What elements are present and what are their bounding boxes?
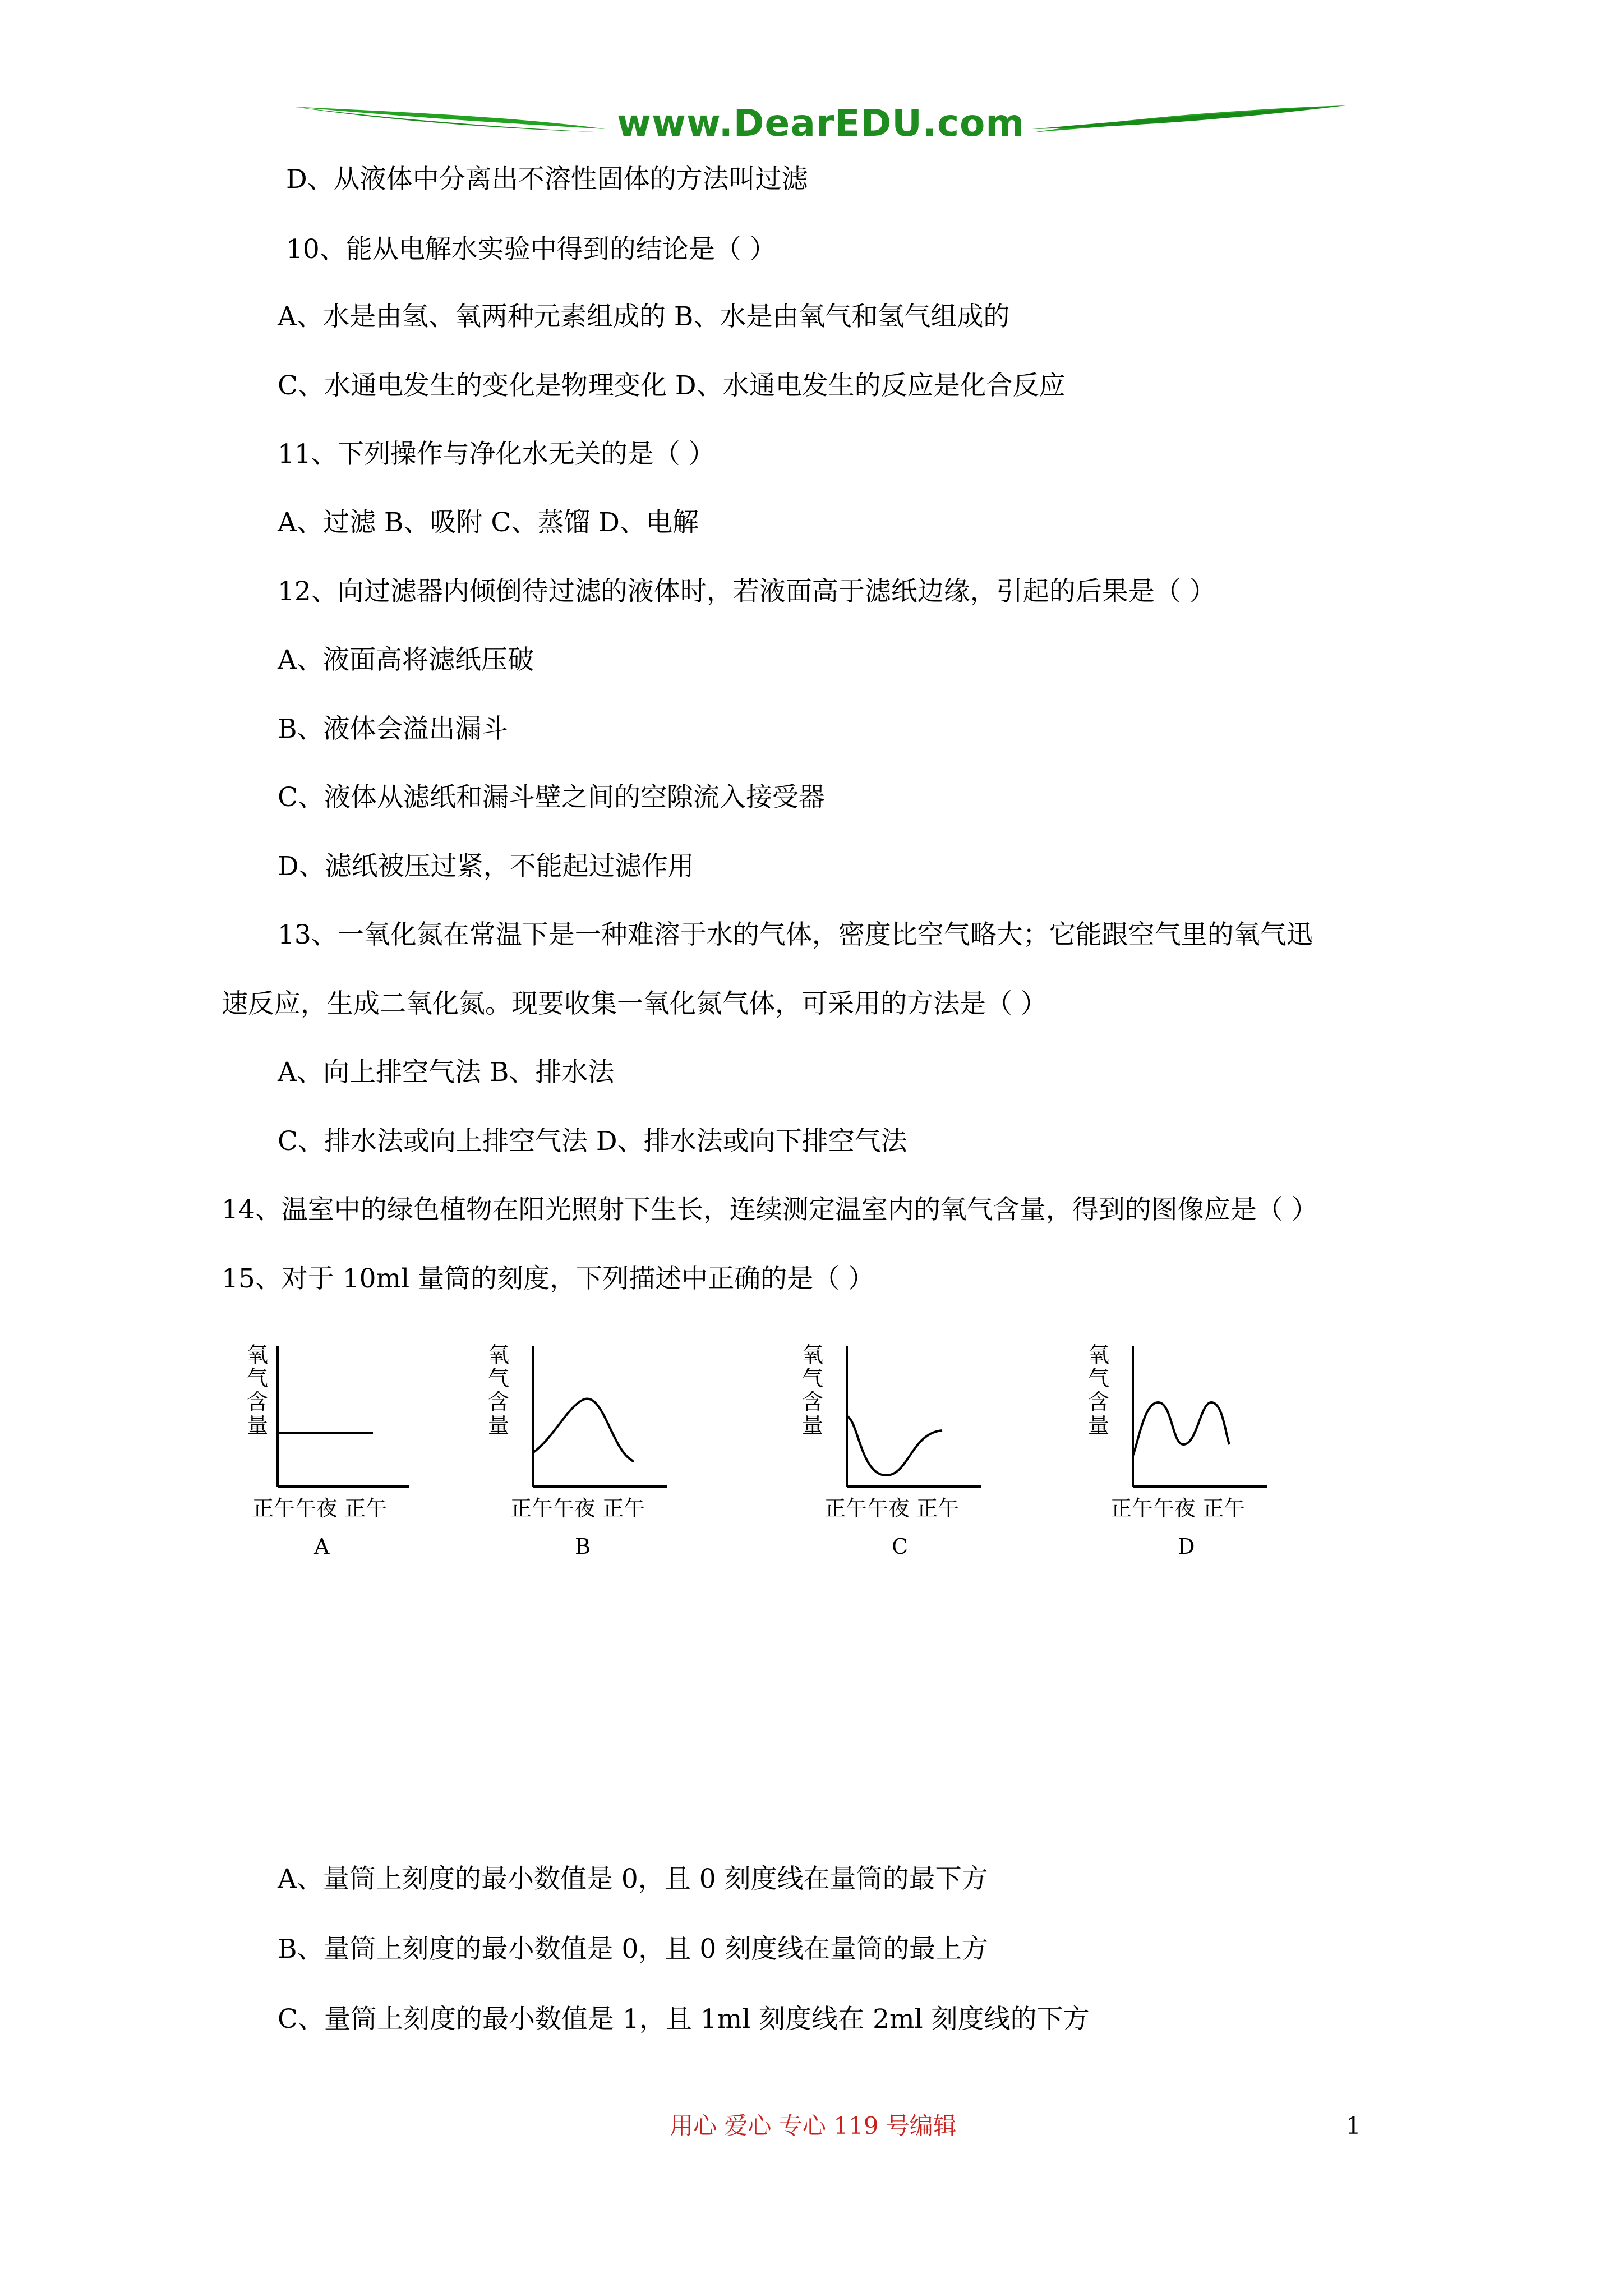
option-9d: D、从液体中分离出不溶性固体的方法叫过滤 xyxy=(286,164,808,195)
q15-option-a: A、量筒上刻度的最小数值是 0，且 0 刻度线在量筒的最下方 xyxy=(278,1864,988,1894)
y-axis-label-char: 量 xyxy=(1088,1413,1110,1438)
question-14: 14、温室中的绿色植物在阳光照射下生长，连续测定温室内的氧气含量，得到的图像应是（ ） xyxy=(222,1194,1318,1225)
q15-option-b: B、量筒上刻度的最小数值是 0，且 0 刻度线在量筒的最上方 xyxy=(278,1934,989,1964)
y-axis-label-char: 量 xyxy=(488,1413,510,1438)
y-axis-label-char: 氧 xyxy=(488,1342,510,1367)
y-axis-label-char: 含 xyxy=(802,1389,824,1414)
question-13-line2: 速反应，生成二氧化氮。现要收集一氧化氮气体，可采用的方法是（ ） xyxy=(222,988,1047,1019)
y-axis-label-char: 气 xyxy=(1088,1366,1110,1391)
graph-letter: B xyxy=(575,1534,591,1559)
page-number: 1 xyxy=(1346,2112,1361,2139)
q13-options-ab: A、向上排空气法 B、排水法 xyxy=(278,1057,615,1088)
y-axis-label-char: 含 xyxy=(488,1389,510,1414)
curve-single-peak xyxy=(533,1398,634,1462)
site-header xyxy=(292,95,1346,163)
x-axis-label: 正午午夜 正午 xyxy=(252,1496,388,1521)
question-13-line1: 13、一氧化氮在常温下是一种难溶于水的气体，密度比空气略大；它能跟空气里的氧气迅 xyxy=(278,919,1313,950)
graph-c xyxy=(796,1335,1009,1559)
question-12: 12、向过滤器内倾倒待过滤的液体时，若液面高于滤纸边缘，引起的后果是（ ） xyxy=(278,576,1216,607)
footer-editor-note: 用心 爱心 专心 119 号编辑 xyxy=(670,2112,957,2139)
y-axis-label-char: 氧 xyxy=(1088,1342,1110,1367)
q12-option-a: A、液面高将滤纸压破 xyxy=(278,645,534,675)
graph-letter: A xyxy=(314,1534,330,1559)
x-axis-label: 正午午夜 正午 xyxy=(824,1496,960,1521)
graph-d xyxy=(1082,1335,1295,1559)
q15-option-c: C、量筒上刻度的最小数值是 1，且 1ml 刻度线在 2ml 刻度线的下方 xyxy=(278,2004,1090,2035)
y-axis-label-char: 气 xyxy=(488,1366,510,1391)
curve-single-valley xyxy=(847,1416,942,1475)
y-axis-label-char: 量 xyxy=(802,1413,824,1438)
q12-option-c: C、液体从滤纸和漏斗壁之间的空隙流入接受器 xyxy=(278,782,825,813)
curve-double-peak xyxy=(1133,1402,1229,1456)
x-axis-label: 正午午夜 正午 xyxy=(510,1496,645,1521)
y-axis-label-char: 气 xyxy=(247,1366,269,1391)
q10-options-ab: A、水是由氢、氧两种元素组成的 B、水是由氧气和氢气组成的 xyxy=(278,301,1010,332)
y-axis-label-char: 含 xyxy=(1088,1389,1110,1414)
question-15: 15、对于 10ml 量筒的刻度，下列描述中正确的是（ ） xyxy=(222,1263,875,1294)
q13-options-cd: C、排水法或向上排空气法 D、排水法或向下排空气法 xyxy=(278,1126,907,1157)
y-axis-label-char: 氧 xyxy=(247,1342,269,1367)
q11-options: A、过滤 B、吸附 C、蒸馏 D、电解 xyxy=(278,507,699,538)
graph-a xyxy=(241,1335,454,1559)
y-axis-label-char: 含 xyxy=(247,1389,269,1414)
question-10: 10、能从电解水实验中得到的结论是（ ） xyxy=(286,234,776,265)
x-axis-label: 正午午夜 正午 xyxy=(1110,1496,1246,1521)
question-11: 11、下列操作与净化水无关的是（ ） xyxy=(278,439,715,470)
graph-letter: C xyxy=(892,1534,909,1559)
y-axis-label-char: 气 xyxy=(802,1366,824,1391)
graph-letter: D xyxy=(1178,1534,1195,1559)
site-name[interactable]: www.DearEDU.com xyxy=(617,102,1025,145)
y-axis-label-char: 氧 xyxy=(802,1342,824,1367)
graph-b xyxy=(482,1335,695,1559)
q12-option-b: B、液体会溢出漏斗 xyxy=(278,714,508,744)
y-axis-label-char: 量 xyxy=(247,1413,269,1438)
q10-options-cd: C、水通电发生的变化是物理变化 D、水通电发生的反应是化合反应 xyxy=(278,370,1066,401)
q12-option-d: D、滤纸被压过紧，不能起过滤作用 xyxy=(278,851,694,882)
